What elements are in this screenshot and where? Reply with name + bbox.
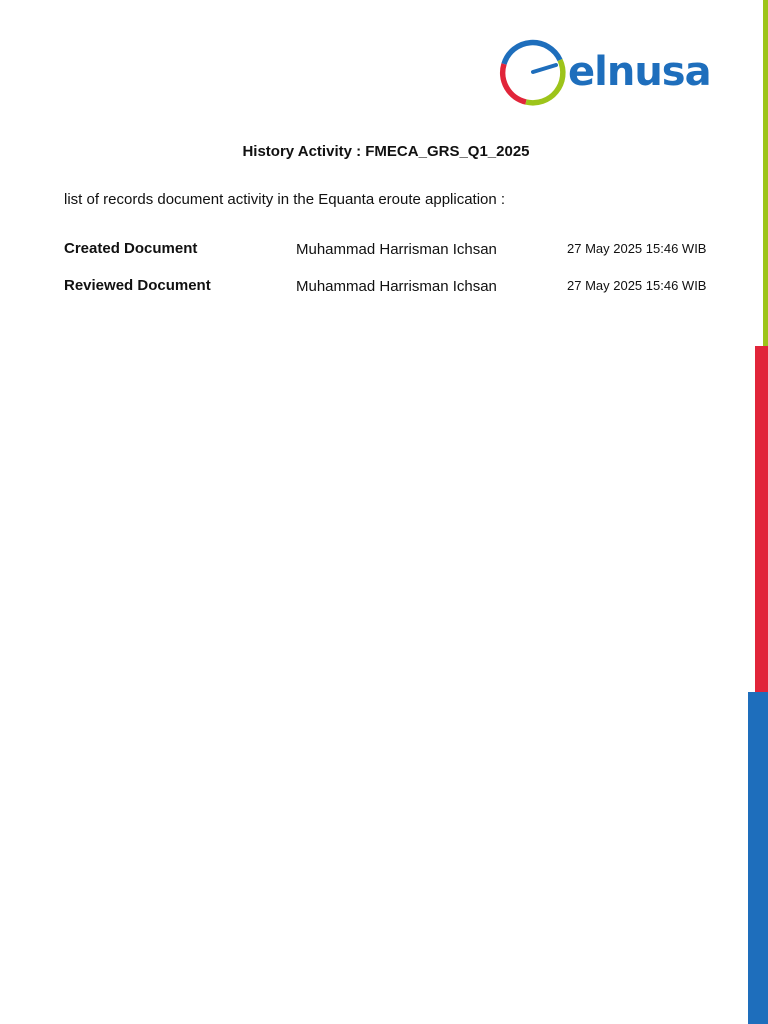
activity-record (0, 277, 740, 299)
record-timestamp: 27 May 2025 15:46 WIB (567, 241, 707, 256)
activity-record (0, 240, 740, 262)
intro-text: list of records document activity in the Equanta eroute application : (64, 191, 506, 208)
logo-wordmark: elnusa (568, 49, 711, 95)
record-action: Reviewed Document (64, 277, 211, 294)
side-stripe-red (755, 346, 768, 692)
side-stripe-green (763, 0, 768, 346)
logo-ring-icon (496, 38, 568, 108)
side-stripe-blue (748, 692, 768, 1024)
record-timestamp: 27 May 2025 15:46 WIB (567, 278, 707, 293)
document-title: History Activity : FMECA_GRS_Q1_2025 (242, 143, 530, 160)
record-user: Muhammad Harrisman Ichsan (296, 278, 497, 295)
elnusa-logo (496, 38, 726, 108)
record-user: Muhammad Harrisman Ichsan (296, 241, 497, 258)
record-action: Created Document (64, 240, 198, 257)
